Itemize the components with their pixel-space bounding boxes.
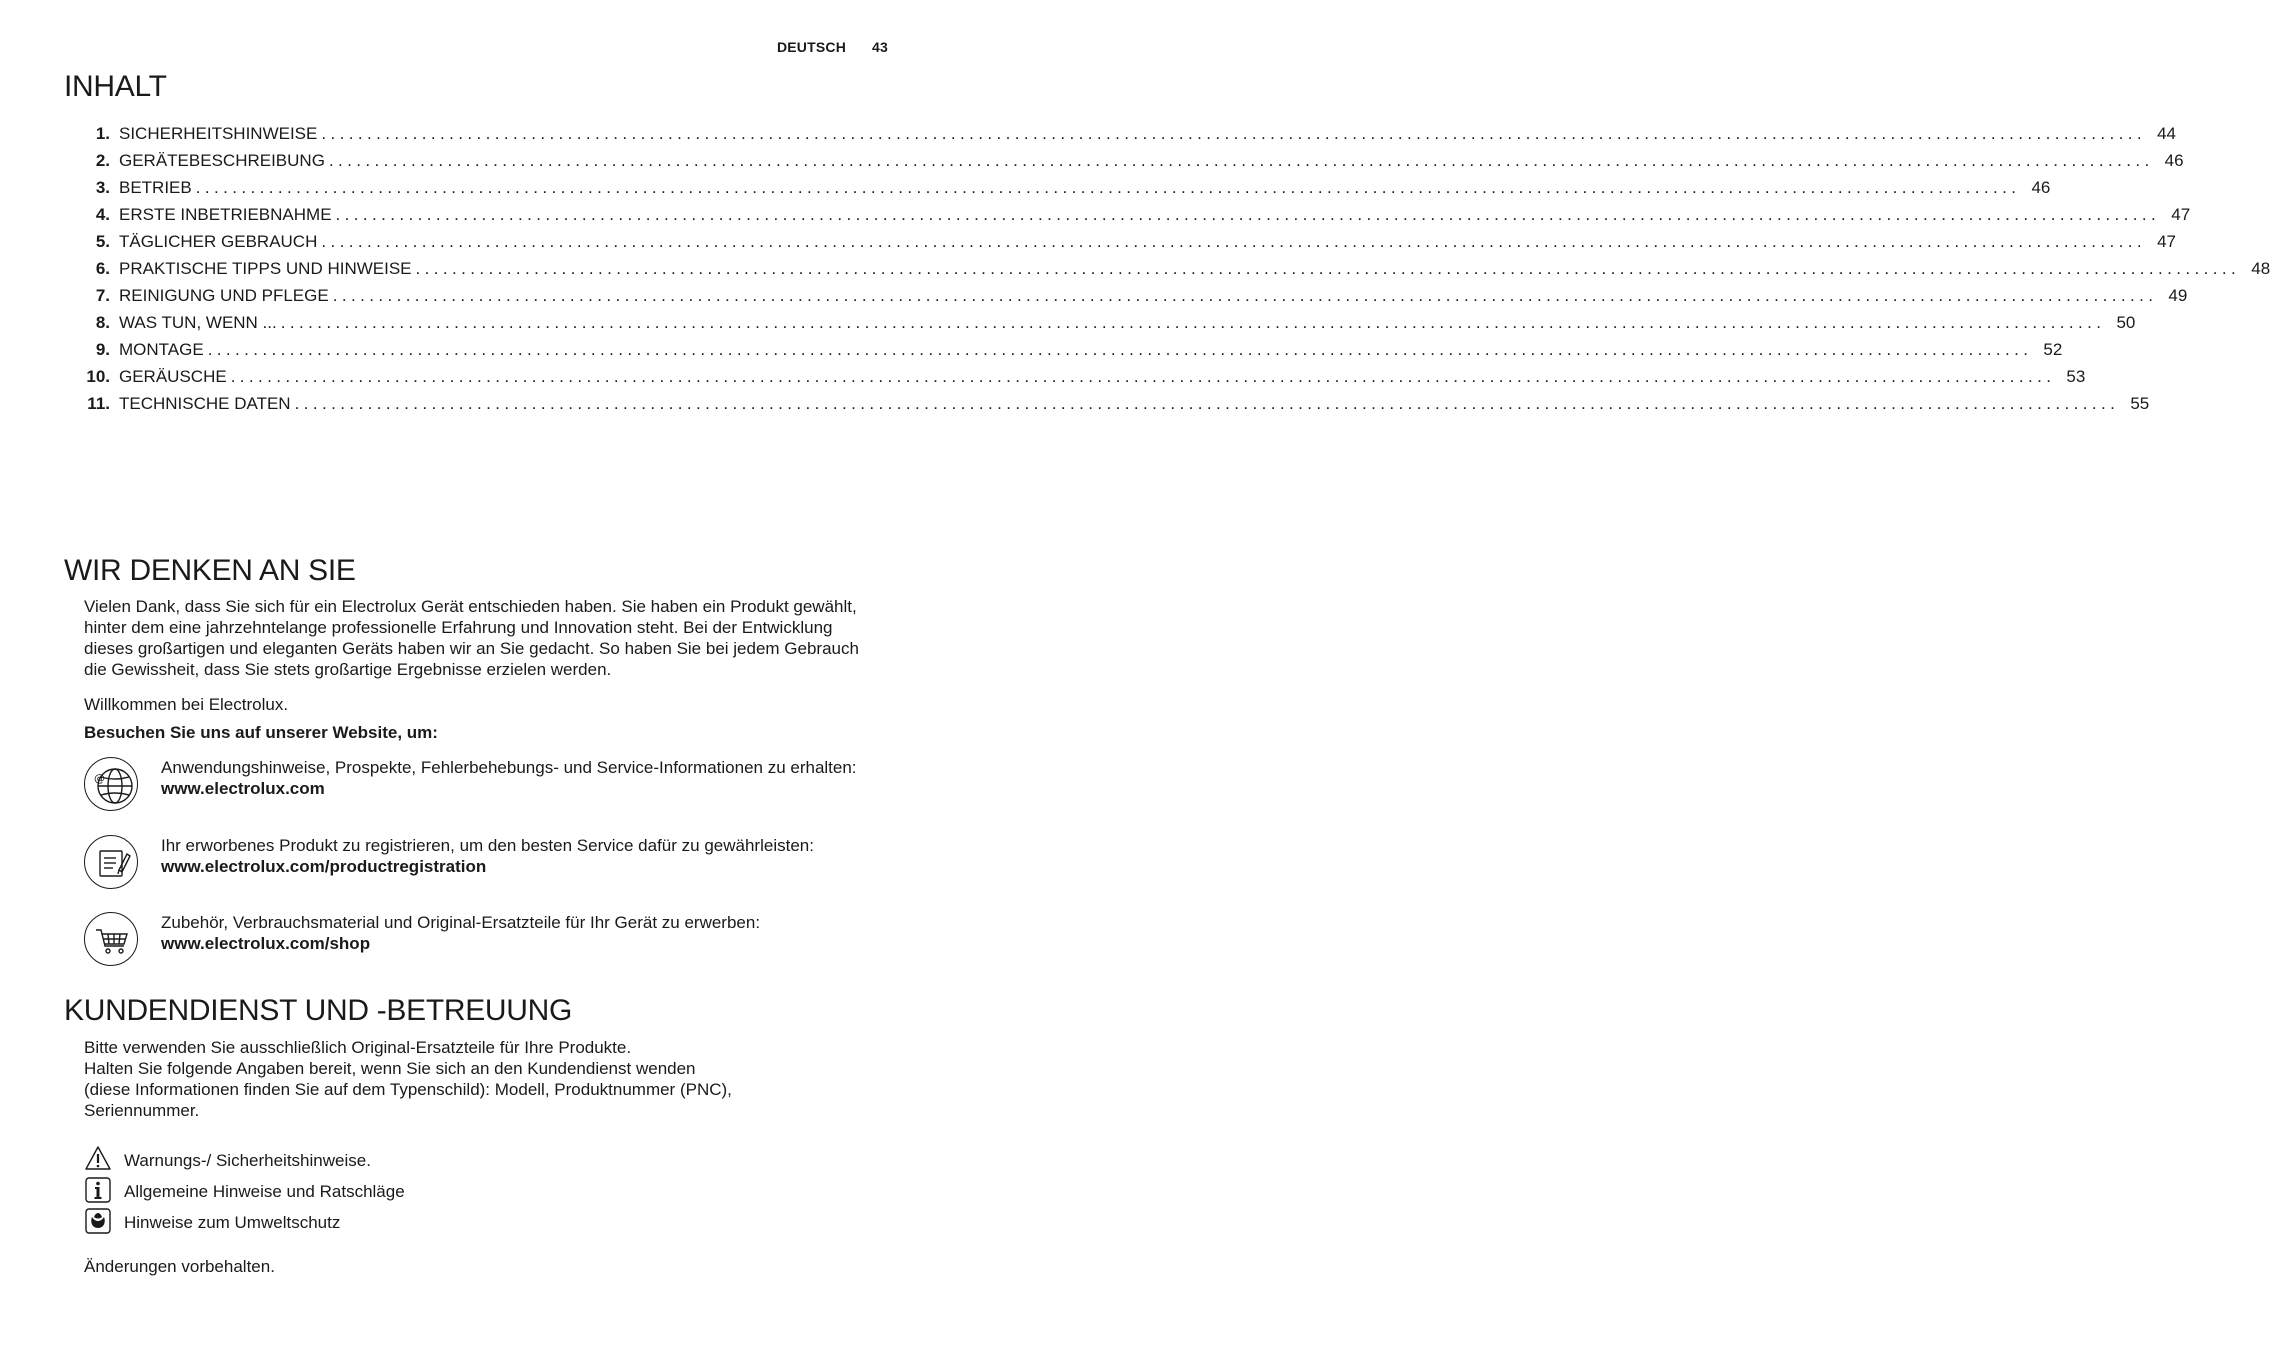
service-heading: KUNDENDIENST UND -BETREUUNG [64, 994, 573, 1027]
toc-number: 1. [95, 124, 110, 143]
environment-text: Hinweise zum Umweltschutz [124, 1213, 341, 1232]
toc-page-number: 55 [2130, 394, 2150, 413]
web-item-registration-text: Ihr erworbenes Produkt zu registrieren, um den besten Service dafür zu gewährleisten: www.electrolux.com/productregistration [161, 835, 901, 877]
toc-leader-dots: ........................................................................................................................................................................................................ [335, 205, 2161, 224]
toc-title: WAS TUN, WENN ... [119, 313, 277, 332]
toc-title: PRAKTISCHE TIPPS UND HINWEISE [119, 259, 412, 278]
intro-paragraph: Vielen Dank, dass Sie sich für ein Electrolux Gerät entschieden haben. Sie haben ein Produkt gewählt, hinter dem eine jahrzehntelange professionelle Erfahrung und Innovation steht. Bei der Entwicklung dieses großartigen und eleganten Geräts haben wir an Sie gedacht. So haben Sie bei jedem Gebrauch die Gewissheit, dass Sie stets großartige Ergebnisse erzielen werden. [84, 597, 859, 679]
registration-link[interactable]: www.electrolux.com/productregistration [161, 857, 487, 876]
toc-title: GERÄUSCHE [119, 367, 227, 386]
svg-text:@: @ [94, 772, 105, 785]
toc-number: 2. [95, 151, 110, 170]
info-icon [84, 1176, 112, 1204]
toc-leader-dots: ........................................................................................................................................................................................................ [332, 286, 2158, 305]
toc-entry[interactable] [80, 340, 2063, 367]
warning-icon [84, 1145, 112, 1173]
toc-leader-dots: ........................................................................................................................................................................................................ [207, 340, 2033, 359]
toc-number: 9. [95, 340, 110, 359]
web-item-shop-text: Zubehör, Verbrauchsmaterial und Original-Ersatzteile für Ihr Gerät zu erwerben: www.electrolux.com/shop [161, 912, 901, 954]
toc-entry[interactable] [80, 178, 2051, 205]
shop-link[interactable]: www.electrolux.com/shop [161, 934, 371, 953]
toc-page-number: 46 [2164, 151, 2184, 170]
toc-entry[interactable] [80, 232, 2177, 259]
symbol-row-environment [84, 1207, 584, 1235]
toc-page-number: 47 [2157, 232, 2177, 251]
toc-number: 4. [95, 205, 110, 224]
toc-number: 8. [95, 313, 110, 332]
toc-page-number: 49 [2168, 286, 2188, 305]
toc-leader-dots: ........................................................................................................................................................................................................ [280, 313, 2106, 332]
toc-title: BETRIEB [119, 178, 192, 197]
toc-page-number: 52 [2043, 340, 2063, 359]
table-of-contents [80, 124, 2270, 421]
toc-title: GERÄTEBESCHREIBUNG [119, 151, 325, 170]
language-label: DEUTSCH [776, 39, 847, 55]
toc-leader-dots: ........................................................................................................................................................................................................ [321, 124, 2146, 143]
toc-leader-dots: ........................................................................................................................................................................................................ [294, 394, 2120, 413]
web-item-info-text: Anwendungshinweise, Prospekte, Fehlerbehebungs- und Service-Informationen zu erhalten: www.electrolux.com [161, 757, 901, 799]
toc-page-number: 44 [2157, 124, 2176, 143]
toc-title: TÄGLICHER GEBRAUCH [119, 232, 318, 251]
toc-title: MONTAGE [119, 340, 204, 359]
toc-number: 11. [87, 394, 110, 413]
toc-entry[interactable] [80, 286, 2188, 313]
toc-entry[interactable] [80, 124, 2176, 151]
toc-leader-dots: ........................................................................................................................................................................................................ [195, 178, 2021, 197]
globe-icon [84, 757, 138, 811]
toc-number: 3. [95, 178, 110, 197]
toc-entry[interactable] [80, 394, 2150, 421]
toc-title: SICHERHEITSHINWEISE [119, 124, 318, 143]
toc-entry[interactable] [80, 205, 2191, 232]
toc-number: 5. [95, 232, 110, 251]
toc-title: ERSTE INBETRIEBNAHME [119, 205, 332, 224]
page-header [777, 39, 888, 55]
toc-number: 7. [95, 286, 110, 305]
footer-note: Änderungen vorbehalten. [84, 1257, 275, 1276]
toc-number: 10. [86, 367, 110, 386]
thinking-heading: WIR DENKEN AN SIE [64, 554, 356, 587]
service-text: Bitte verwenden Sie ausschließlich Original-Ersatzteile für Ihre Produkte. Halten Sie folgende Angaben bereit, wenn Sie sich an den Kundendienst wenden (diese Informationen finden Sie auf dem Typenschild): Modell, Produktnummer (PNC), Seriennummer. [84, 1038, 732, 1120]
toc-title: REINIGUNG UND PFLEGE [119, 286, 329, 305]
page-number: 43 [872, 39, 888, 55]
visit-heading: Besuchen Sie uns auf unserer Website, um: [84, 723, 438, 742]
toc-heading: INHALT [64, 70, 167, 103]
toc-leader-dots: ........................................................................................................................................................................................................ [230, 367, 2056, 386]
toc-leader-dots: ........................................................................................................................................................................................................ [328, 151, 2154, 170]
toc-page-number: 50 [2116, 313, 2136, 332]
toc-entry[interactable] [80, 367, 2086, 394]
environment-icon [84, 1207, 112, 1235]
toc-page-number: 47 [2171, 205, 2191, 224]
toc-leader-dots: ........................................................................................................................................................................................................ [415, 259, 2241, 278]
shopping-cart-icon [84, 912, 138, 966]
toc-page-number: 48 [2251, 259, 2270, 278]
info-text: Allgemeine Hinweise und Ratschläge [124, 1182, 405, 1201]
welcome-text: Willkommen bei Electrolux. [84, 695, 289, 714]
toc-entry[interactable] [80, 259, 2270, 286]
toc-page-number: 46 [2031, 178, 2051, 197]
website-link[interactable]: www.electrolux.com [161, 779, 325, 798]
toc-number: 6. [95, 259, 110, 278]
symbol-row-info [84, 1176, 584, 1204]
toc-entry[interactable] [80, 313, 2136, 340]
registration-icon [84, 835, 138, 889]
toc-page-number: 53 [2066, 367, 2086, 386]
toc-entry[interactable] [80, 151, 2184, 178]
symbol-row-warning [84, 1145, 584, 1173]
toc-leader-dots: ........................................................................................................................................................................................................ [321, 232, 2147, 251]
warning-text: Warnungs-/ Sicherheitshinweise. [124, 1151, 371, 1170]
toc-title: TECHNISCHE DATEN [119, 394, 291, 413]
